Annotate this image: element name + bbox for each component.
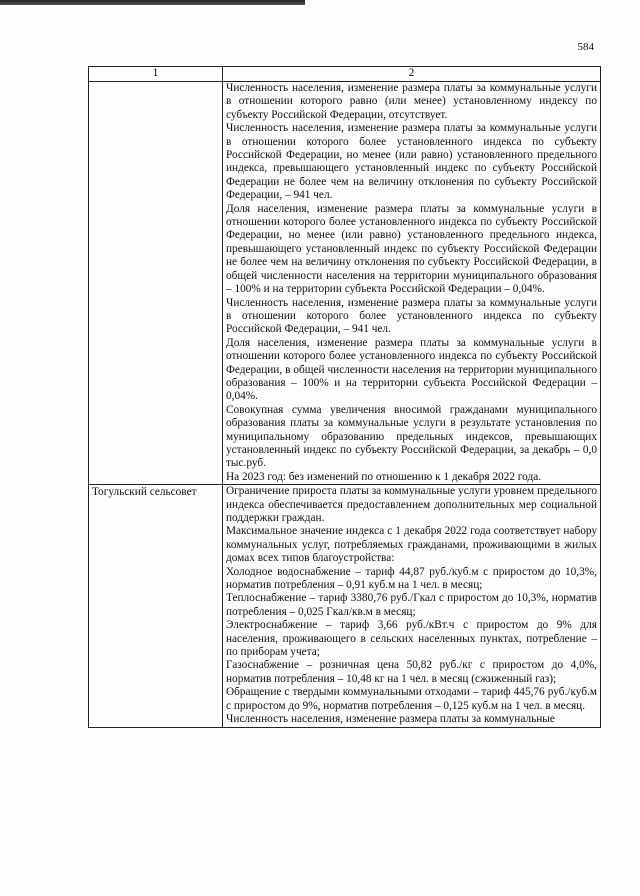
paragraph: Численность населения, изменение размера платы за коммунальные [226,713,555,726]
paragraph: Доля населения, изменение размера платы за коммунальные услуги в отношении которого более установленного индекса по субъекту Российской Федерации, но менее (или равно) установленного предельного индекса, превышающего установленный индекс по субъекту Российской Федерации не более чем на величину отклонения по субъекту Российской Федерации, в общей численности населения на территории муниципального образования – 100% и на территории субъекта Российской Федерации – 0,04%. [226,202,597,296]
paragraph: Ограничение прироста платы за коммунальные услуги уровнем предельного индекса обеспечивается предоставлением дополнительных мер социальной поддержки граждан. [226,485,597,524]
table-row [89,485,601,727]
table-header-row [89,67,601,82]
content-cell [223,485,601,727]
paragraph: На 2023 год: без изменений по отношению к 1 декабря 2022 года. [226,470,542,483]
paragraph: Совокупная сумма увеличения вносимой гражданами муниципального образования платы за коммунальные услуги в результате установления по муниципальному образованию предельных индексов, превышающих установленный индекс по субъекту Российской Федерации, за декабрь – 0,0 тыс.руб. [226,403,597,470]
scan-edge-mark [0,0,305,5]
paragraph: Обращение с твердыми коммунальными отходами – тариф 445,76 руб./куб.м с приростом до 9%, норматив потребления – 0,125 куб.м на 1 чел. в месяц. [226,686,597,712]
paragraph: Численность населения, изменение размера платы за коммунальные услуги в отношении которого более установленного индекса по субъекту Российской Федерации, но менее (или равно) установленного предельного индекса, превышающего установленный индекс по субъекту Российской Федерации не более чем на величину отклонения по субъекту Российской Федерации, – 941 чел. [226,122,597,202]
paragraph: Газоснабжение – розничная цена 50,82 руб./кг с приростом до 4,0%, норматив потребления – 10,48 кг на 1 чел. в месяц (сжиженный газ); [226,659,597,685]
page-number: 584 [577,41,594,53]
column-header-2: 2 [223,67,601,82]
table-row [89,82,601,485]
paragraph: Доля населения, изменение размера платы за коммунальные услуги в отношении которого более установленного индекса по субъекту Российской Федерации, в общей численности населения на территории муниципального образования – 100% и на территории субъекта Российской Федерации – 0,04%. [226,336,597,403]
data-table [88,66,601,728]
paragraph: Холодное водоснабжение – тариф 44,87 руб./куб.м с приростом до 10,3%, норматив потребления – 0,91 куб.м на 1 чел. в месяц; [226,565,597,592]
paragraph: Электроснабжение – тариф 3,66 руб./кВт.ч с приростом до 9% для населения, проживающего в сельских населенных пунктах, потребление – по приборам учета; [226,619,597,659]
content-cell [223,82,601,485]
municipality-cell [89,82,223,485]
paragraph: Численность населения, изменение размера платы за коммунальные услуги в отношении которого более установленного индекса по субъекту Российской Федерации, – 941 чел. [226,296,597,336]
paragraph: Максимальное значение индекса с 1 декабря 2022 года соответствует набору коммунальных услуг, потребляемых гражданами, проживающими в жилых домах всех типов благоустройства: [226,525,597,565]
municipality-cell: Тогульский сельсовет [89,485,223,727]
paragraph: Теплоснабжение – тариф 3380,76 руб./Гкал с приростом до 10,3%, норматив потребления – 0,025 Гкал/кв.м в месяц; [226,592,597,618]
paragraph: Численность населения, изменение размера платы за коммунальные услуги в отношении которого равно (или менее) установленному индексу по субъекту Российской Федерации, отсутствует. [226,82,597,121]
column-header-1: 1 [89,67,223,82]
